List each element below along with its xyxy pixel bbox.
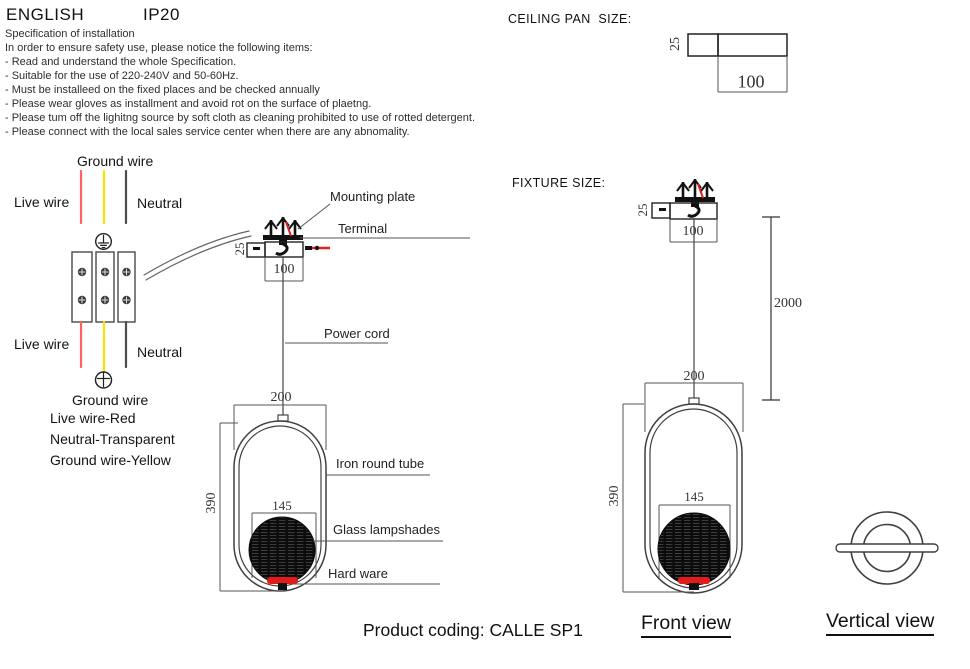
ceiling-pan	[652, 203, 717, 219]
frame-height-dim: 390	[204, 492, 219, 514]
shade-diameter-dim: 145	[684, 489, 704, 504]
spec-title: Specification of installation	[5, 28, 135, 40]
fixture-size-title: FIXTURE SIZE:	[512, 176, 606, 190]
tube-cross-bar	[836, 544, 938, 552]
ground-wire-top-label: Ground wire	[77, 153, 154, 169]
hardware-red-part	[267, 577, 298, 584]
leader-curves	[144, 231, 251, 280]
hard-ware-label: Hard ware	[328, 566, 388, 581]
terminal-connector	[305, 246, 330, 250]
mounting-hardware	[675, 179, 715, 216]
language-title: ENGLISH	[6, 5, 85, 24]
live-wire-top-label: Live wire	[14, 194, 70, 210]
spec-intro: In order to ensure safety use, please notice the following items:	[5, 42, 313, 54]
pan-width-dim: 100	[682, 224, 704, 239]
spec-text-block	[5, 27, 475, 139]
spec-item: - Please tum off the lighitng source by soft cloth as cleaning prohibited to use of rotted detergent.	[5, 112, 476, 124]
legend-item: Live wire-Red	[50, 410, 136, 426]
live-wire-bottom-label: Live wire	[14, 336, 70, 352]
iron-round-tube-label: Iron round tube	[336, 456, 425, 471]
spec-item: - Suitable for the use of 220-240V and 50-60Hz.	[5, 70, 239, 82]
pan-width-dim: 100	[737, 71, 765, 92]
pan-height-dim: 25	[635, 203, 650, 217]
glass-lampshades-label: Glass lampshades	[333, 522, 440, 537]
vertical-view-label: Vertical view	[826, 610, 934, 636]
power-cord-label: Power cord	[324, 326, 390, 341]
ceiling-pan-size-title: CEILING PAN SIZE:	[508, 12, 632, 26]
spec-item: - Read and understand the whole Specification.	[5, 56, 237, 68]
wire-lines-bottom	[81, 322, 126, 371]
frame-height-dim: 390	[607, 485, 622, 507]
ceiling-pan	[247, 242, 303, 257]
mounting-plate-label: Mounting plate	[330, 189, 416, 204]
neutral-bottom-label: Neutral	[137, 344, 183, 360]
spec-item: - Must be installeed on the fixed places and be checked annually	[5, 84, 320, 96]
pan-width-dim: 100	[273, 262, 295, 277]
legend-item: Ground wire-Yellow	[50, 452, 171, 468]
vertical-view-art	[836, 512, 938, 584]
mounting-hardware	[263, 217, 303, 254]
cord-connector	[278, 415, 288, 421]
product-coding: Product coding: CALLE SP1	[363, 620, 583, 640]
wire-color-legend	[50, 408, 175, 471]
frame-width-dim: 200	[270, 390, 292, 405]
ground-wire-bottom-label: Ground wire	[72, 392, 149, 408]
neutral-top-label: Neutral	[137, 195, 183, 211]
ground-symbol-bottom	[96, 372, 112, 388]
lamp-sphere	[249, 517, 315, 583]
terminal-blocks	[72, 252, 135, 322]
frame-width-dim: 200	[683, 369, 705, 384]
hardware-black-part	[278, 583, 287, 590]
terminal-label: Terminal	[338, 221, 388, 236]
ground-symbol-top	[96, 234, 112, 250]
cord-connector	[689, 398, 699, 404]
legend-item: Neutral-Transparent	[50, 431, 175, 447]
spec-item: - Please wear gloves as installment and avoid rot on the surface of plaetng.	[5, 98, 372, 110]
fixture-drawing-art	[623, 179, 780, 593]
ip-rating: IP20	[143, 5, 180, 24]
pan-height-dim: 25	[232, 242, 247, 256]
spec-item: - Please connect with the local sales service center when there are any abnomality.	[5, 126, 410, 138]
front-view-label: Front view	[641, 612, 731, 638]
shade-diameter-dim: 145	[272, 498, 292, 513]
pan-height-dim: 25	[668, 37, 683, 51]
cord-length-dim: 2000	[774, 296, 802, 311]
hardware-red-part	[678, 577, 710, 584]
wire-lines-top	[81, 171, 126, 223]
hardware-black-part	[689, 583, 699, 590]
lamp-sphere	[658, 513, 730, 585]
